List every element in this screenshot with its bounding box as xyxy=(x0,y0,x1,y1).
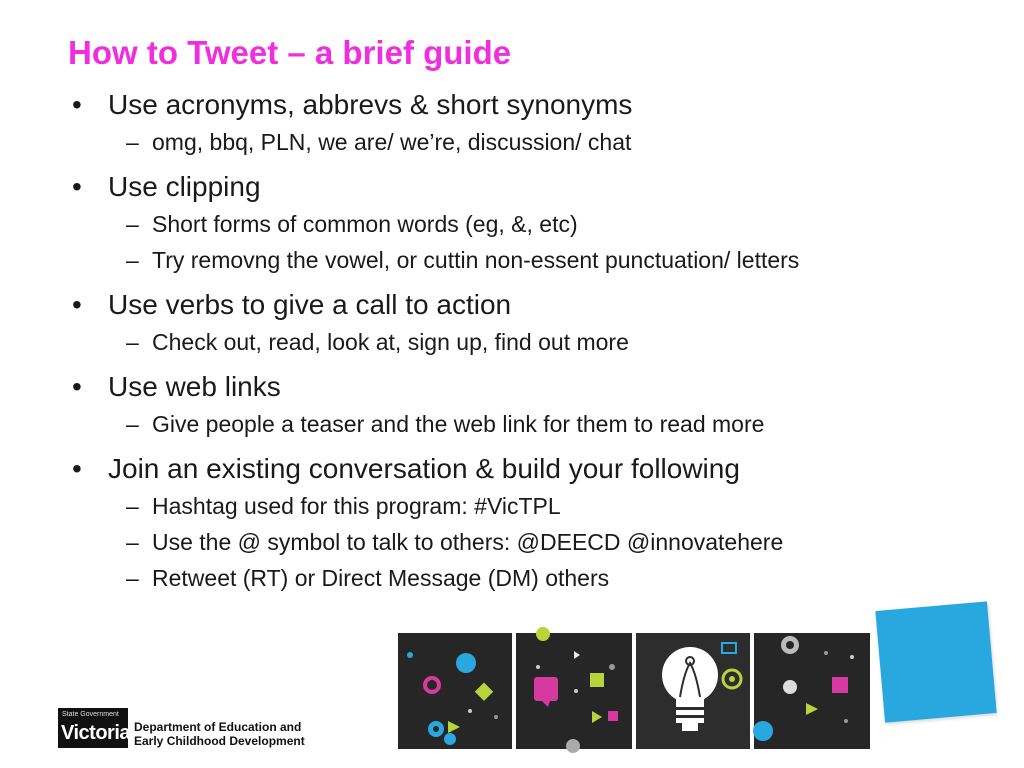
bullet-item: • Use web links xyxy=(68,370,968,404)
dot-icon xyxy=(752,720,774,742)
decor-tile-shapes xyxy=(398,633,512,749)
logo-big-text: Victoria xyxy=(61,722,130,744)
bullet-list xyxy=(68,84,968,592)
shapes-icon xyxy=(398,633,512,749)
bullet-item: • Join an existing conversation & build your following xyxy=(68,452,968,486)
decor-tile-lightbulb xyxy=(636,633,750,749)
dept-line-1: Department of Education and xyxy=(134,720,302,734)
bullet-item: • Use acronyms, abbrevs & short synonyms xyxy=(68,88,968,122)
sub-bullet-item: – Use the @ symbol to talk to others: @DEECD @innovatehere xyxy=(68,528,968,556)
sub-bullet-item: – Hashtag used for this program: #VicTPL xyxy=(68,492,968,520)
dot-icon xyxy=(565,738,581,754)
chat-bubble-icon xyxy=(516,633,632,749)
blue-card-decoration xyxy=(875,601,996,722)
lightbulb-icon xyxy=(636,633,750,749)
dot-icon xyxy=(535,626,551,642)
department-name xyxy=(134,720,305,748)
sub-bullet-item: – omg, bbq, PLN, we are/ we’re, discussion/ chat xyxy=(68,128,968,156)
sub-bullet-item: – Try removng the vowel, or cuttin non-essent punctuation/ letters xyxy=(68,246,968,274)
slide-title: How to Tweet – a brief guide xyxy=(68,34,512,71)
sub-bullet-item: – Short forms of common words (eg, &, etc) xyxy=(68,210,968,238)
bullet-item: • Use clipping xyxy=(68,170,968,204)
logo-small-text: State Government xyxy=(62,711,119,718)
dept-line-2: Early Childhood Development xyxy=(134,734,305,748)
sub-bullet-item: – Give people a teaser and the web link for them to read more xyxy=(68,410,968,438)
decor-tile-chat xyxy=(516,633,632,749)
sub-bullet-item: – Retweet (RT) or Direct Message (DM) others xyxy=(68,564,968,592)
sub-bullet-item: – Check out, read, look at, sign up, find out more xyxy=(68,328,968,356)
victoria-logo xyxy=(58,708,128,748)
bullet-item: • Use verbs to give a call to action xyxy=(68,288,968,322)
